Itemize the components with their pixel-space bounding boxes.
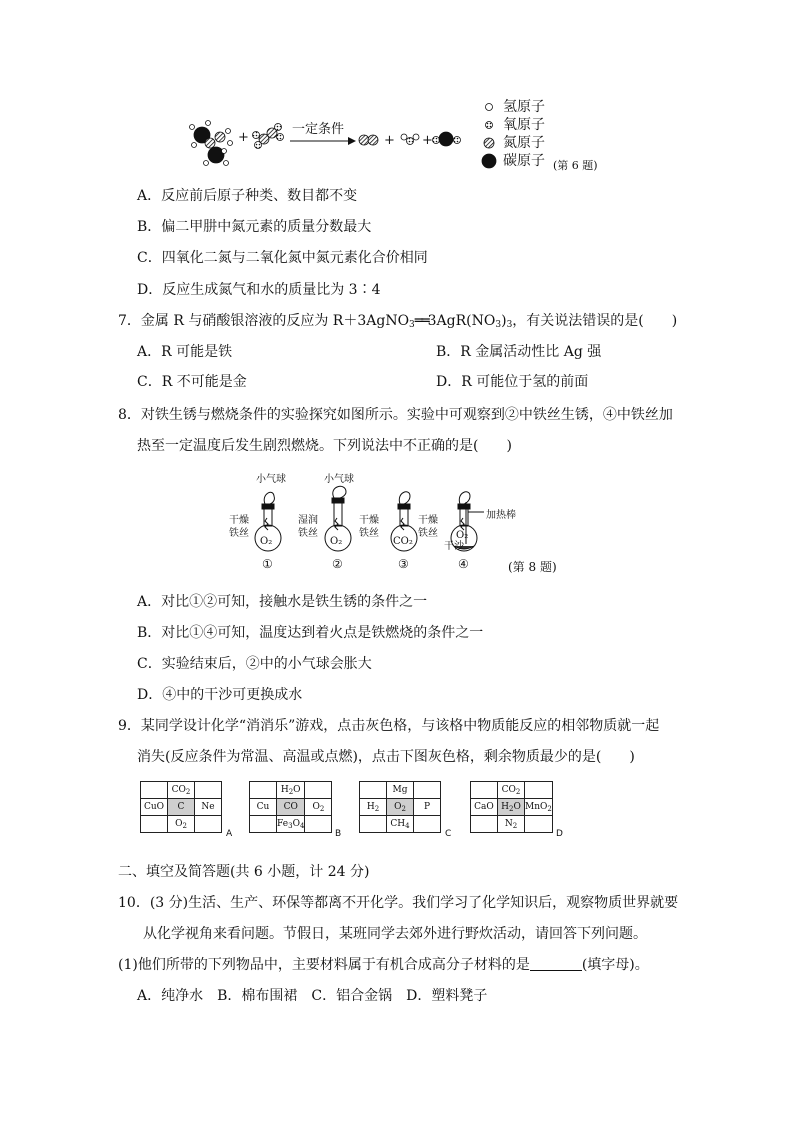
gas-2: O₂ — [330, 536, 343, 547]
grid-cell: $H_2O$ — [277, 782, 305, 799]
q7-option-b: B．R 金属活动性比 Ag 强 — [436, 344, 602, 360]
product-h2o — [401, 134, 419, 145]
svg-text:+: + — [384, 133, 395, 148]
flask-number-1: ① — [262, 557, 273, 571]
grid-cell: Mg — [387, 782, 414, 799]
grid-cell: $CO_2$ — [168, 782, 195, 799]
grid-cell: $O_2$ — [168, 816, 195, 833]
sand-label: 干沙 — [444, 541, 464, 552]
grid-label-c: C — [445, 829, 452, 839]
grid-cell: $CO_2$ — [498, 782, 525, 799]
grid-cell — [305, 816, 332, 833]
legend-symbols — [482, 104, 496, 169]
flask-number-3: ③ — [398, 557, 409, 571]
flask-number-2: ② — [332, 557, 343, 571]
grid-cell — [471, 782, 498, 799]
product-n2 — [359, 135, 378, 145]
grid-label-b: B — [335, 829, 342, 839]
q8-option-a: A．对比①②可知，接触水是铁生锈的条件之一 — [137, 594, 428, 610]
gas-1: O₂ — [260, 536, 273, 547]
q10-sub1: (1)他们所带的下列物品中，主要材料属于有机合成高分子材料的是 (填字母)。 — [118, 957, 649, 973]
balloon-label-2: 小气球 — [324, 474, 354, 485]
grid-cell: P — [414, 799, 441, 816]
svg-text:+: + — [422, 133, 433, 148]
answer-blank[interactable] — [530, 956, 582, 971]
grid-cell: $Fe_3O_4$ — [277, 816, 305, 833]
grid-cell — [141, 816, 168, 833]
grid-cell — [250, 782, 277, 799]
legend-hydrogen: 氢原子 — [503, 99, 545, 115]
dry-wire-label-3: 干燥铁丝 — [418, 515, 438, 539]
legend-carbon: 碳原子 — [503, 153, 545, 169]
grid-cell — [195, 816, 222, 833]
grid-cell: $CH_4$ — [387, 816, 414, 833]
q8-option-b: B．对比①④可知，温度达到着火点是铁燃烧的条件之一 — [137, 625, 484, 641]
flask-number-4: ④ — [458, 557, 469, 571]
gas-4: O₂ — [456, 530, 469, 541]
game-grid-c — [359, 781, 441, 833]
grid-cell — [360, 782, 387, 799]
grid-cell — [525, 816, 553, 833]
grid-cell: CuO — [141, 799, 168, 816]
q7-stem: 7．金属 R 与硝酸银溶液的反应为 $R+3AgNO_3══3AgR(NO_3)_3$，有关说法错误的是( ) — [118, 313, 678, 330]
game-grid-a — [140, 781, 222, 833]
condition-label: 一定条件 — [292, 122, 345, 137]
grid-cell — [414, 782, 441, 799]
dry-wire-label-1: 干燥铁丝 — [229, 515, 249, 539]
grid-cell — [195, 782, 222, 799]
wet-wire-label: 湿润铁丝 — [298, 515, 318, 539]
q6-caption: (第 6 题) — [553, 159, 598, 172]
q8-caption: (第 8 题) — [508, 560, 557, 574]
grid-cell — [525, 782, 553, 799]
grid-cell: MnO$_2$ — [525, 799, 553, 816]
grid-cell — [141, 782, 168, 799]
grid-cell — [414, 816, 441, 833]
q8-option-c: C．实验结束后，②中的小气球会胀大 — [137, 656, 372, 672]
q8-stem-line2: 热至一定温度后发生剧烈燃烧。下列说法中不正确的是( ) — [137, 438, 512, 454]
q10-options: A．纯净水 B．棉布围裙 C．铝合金锅 D．塑料凳子 — [137, 988, 488, 1004]
rod-label: 加热棒 — [486, 510, 516, 521]
q8-stem-line1: 8．对铁生锈与燃烧条件的实验探究如图所示。实验中可观察到②中铁丝生锈，④中铁丝加 — [118, 407, 673, 423]
legend-oxygen: 氧原子 — [503, 117, 545, 133]
q6-option-d: D．反应生成氮气和水的质量比为 3∶4 — [137, 282, 381, 298]
grid-cell: Cu — [250, 799, 277, 816]
grid-cell — [250, 816, 277, 833]
gray-cell[interactable]: $O_2$ — [387, 799, 414, 816]
q9-stem-line2: 消失(反应条件为常温、高温或点燃)，点击下图灰色格，剩余物质最少的是( ) — [137, 749, 635, 765]
gas-3: CO₂ — [393, 536, 413, 547]
grid-cell — [305, 782, 332, 799]
grid-cell: $H_2$ — [360, 799, 387, 816]
q7-option-c: C．R 不可能是金 — [137, 374, 247, 390]
q9-stem-line1: 9．某同学设计化学“消消乐”游戏，点击灰色格，与该格中物质能反应的相邻物质就一起 — [118, 718, 660, 734]
q6-option-c: C．四氧化二氮与二氧化氮中氮元素化合价相同 — [137, 250, 428, 266]
q7-option-d: D．R 可能位于氢的前面 — [436, 374, 589, 390]
svg-text:+: + — [238, 130, 249, 145]
grid-cell: CaO — [471, 799, 498, 816]
dry-wire-label-2: 干燥铁丝 — [359, 515, 379, 539]
grid-cell: Ne — [195, 799, 222, 816]
q6-option-a: A．反应前后原子种类、数目都不变 — [137, 188, 358, 204]
q8-option-d: D．④中的干沙可更换成水 — [137, 687, 303, 703]
gray-cell[interactable]: C — [168, 799, 195, 816]
section-heading: 二、填空及简答题(共 6 小题，计 24 分) — [118, 864, 370, 880]
grid-label-d: D — [556, 829, 563, 839]
balloon-label-1: 小气球 — [256, 474, 286, 485]
game-grid-b — [249, 781, 332, 833]
grid-label-a: A — [226, 829, 233, 839]
q6-option-b: B．偏二甲肼中氮元素的质量分数最大 — [137, 219, 372, 235]
gray-cell[interactable]: $H_2O$ — [498, 799, 525, 816]
q10-line2: 从化学视角来看问题。节假日，某班同学去郊外进行野炊活动，请回答下列问题。 — [143, 926, 647, 942]
game-grid-d — [470, 781, 553, 833]
grid-cell — [471, 816, 498, 833]
reactant-molecule-1 — [190, 121, 233, 166]
legend-nitrogen: 氮原子 — [503, 135, 545, 151]
grid-cell: $N_2$ — [498, 816, 525, 833]
q7-option-a: A．R 可能是铁 — [137, 344, 233, 360]
reactant-molecule-2 — [253, 124, 284, 149]
gray-cell[interactable]: CO — [277, 799, 305, 816]
q10-line1: 10．(3 分)生活、生产、环保等都离不开化学。我们学习了化学知识后，观察物质世界就要 — [118, 895, 679, 911]
grid-cell: $O_2$ — [305, 799, 332, 816]
grid-cell — [360, 816, 387, 833]
product-co2 — [433, 132, 461, 146]
